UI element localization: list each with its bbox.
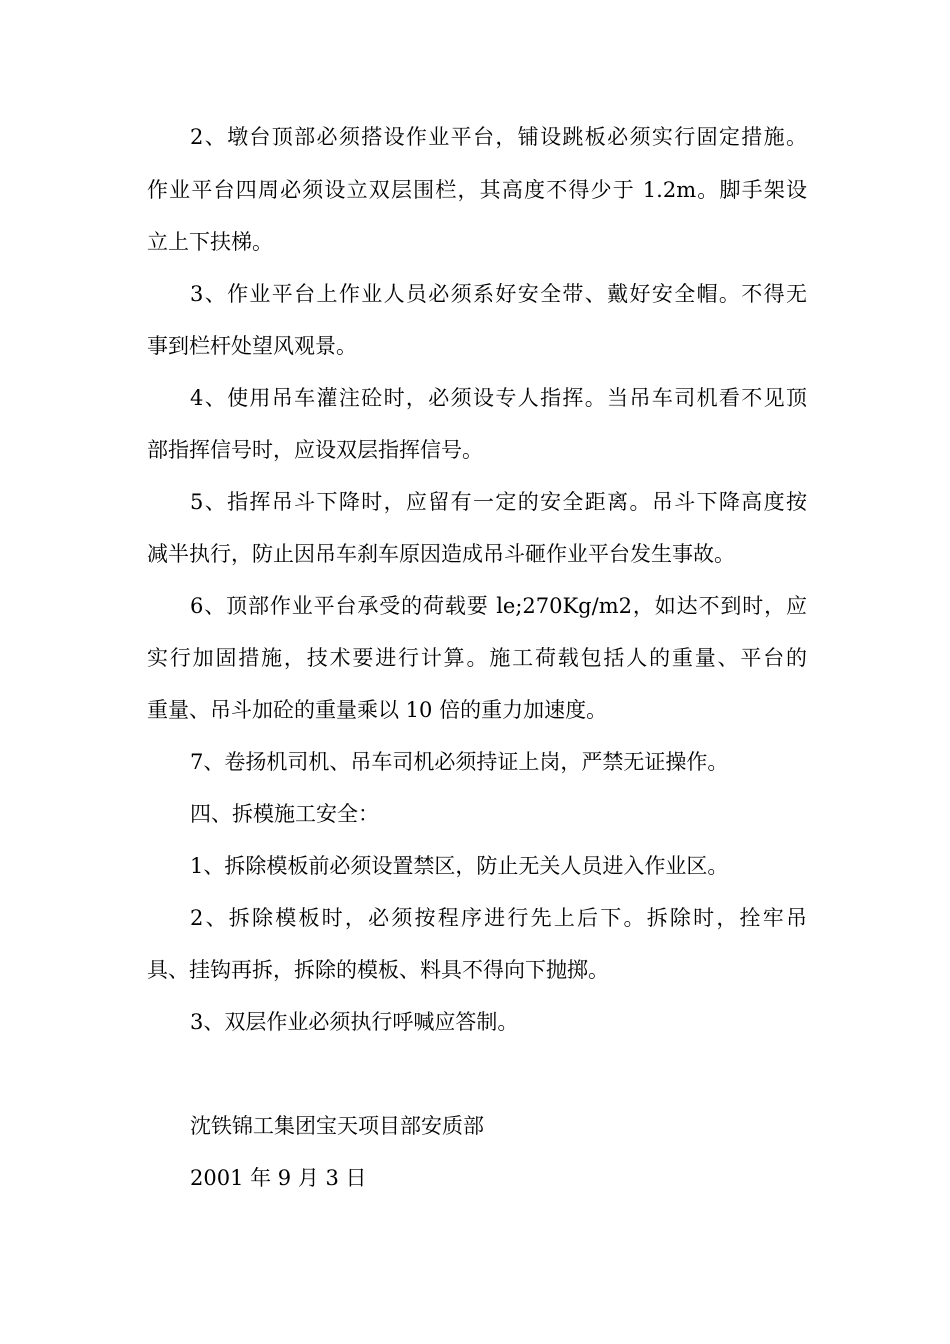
signature-date: 2001 年 9 月 3 日 [190,1166,367,1190]
paragraph-4-line-2: 部指挥信号时，应设双层指挥信号。 [147,438,483,462]
section-heading: 四、拆模施工安全： [190,802,379,826]
paragraph-3-line-1: 3、作业平台上作业人员必须系好安全带、戴好安全帽。不得无 [190,282,807,306]
paragraph-5-line-1: 5、指挥吊斗下降时，应留有一定的安全距离。吊斗下降高度按 [190,490,807,514]
signature-organization: 沈铁锦工集团宝天项目部安质部 [190,1114,484,1138]
section-item-2-line-2: 具、挂钩再拆，拆除的模板、料具不得向下抛掷。 [147,958,609,982]
paragraph-6-line-1: 6、顶部作业平台承受的荷载要 le;270Kg/m2，如达不到时，应 [190,594,807,618]
section-item-1: 1、拆除模板前必须设置禁区，防止无关人员进入作业区。 [190,854,729,878]
paragraph-4-line-1: 4、使用吊车灌注砼时，必须设专人指挥。当吊车司机看不见顶 [190,386,807,410]
paragraph-3-line-2: 事到栏杆处望风观景。 [147,334,357,358]
paragraph-7-line-1: 7、卷扬机司机、吊车司机必须持证上岗，严禁无证操作。 [190,750,729,774]
section-item-2-line-1: 2、拆除模板时，必须按程序进行先上后下。拆除时，拴牢吊 [190,906,807,930]
paragraph-6-line-2: 实行加固措施，技术要进行计算。施工荷载包括人的重量、平台的 [147,646,807,670]
paragraph-5-line-2: 减半执行，防止因吊车刹车原因造成吊斗砸作业平台发生事故。 [147,542,735,566]
paragraph-6-line-3: 重量、吊斗加砼的重量乘以 10 倍的重力加速度。 [147,698,608,722]
section-item-3: 3、双层作业必须执行呼喊应答制。 [190,1010,519,1034]
paragraph-2-line-1: 2、墩台顶部必须搭设作业平台，铺设跳板必须实行固定措施。 [190,125,807,149]
paragraph-2-line-3: 立上下扶梯。 [147,230,273,254]
paragraph-2-line-2: 作业平台四周必须设立双层围栏，其高度不得少于 1.2m。脚手架设 [147,178,807,202]
